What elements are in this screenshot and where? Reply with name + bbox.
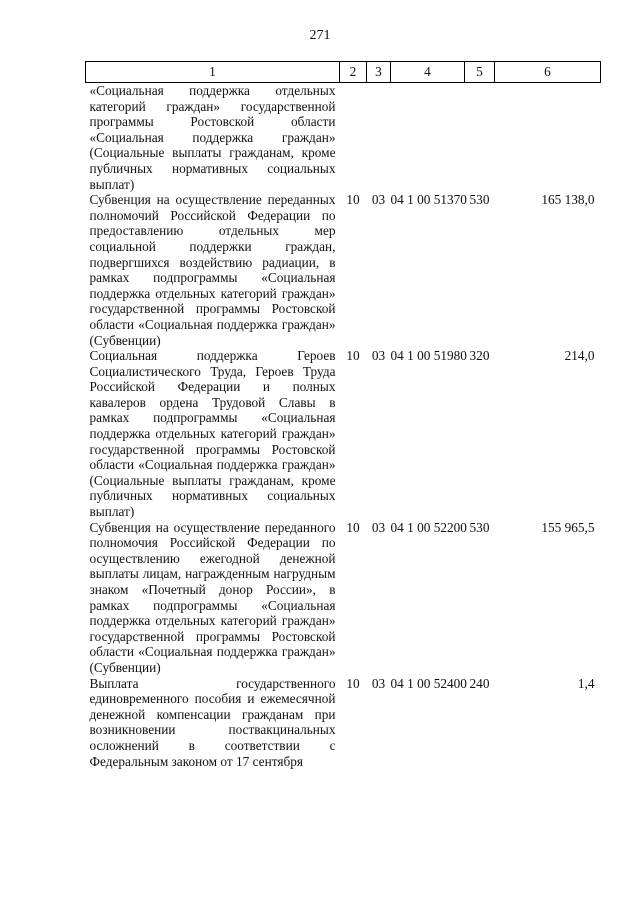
row-expense-type: 320	[469, 348, 490, 364]
table-row	[86, 192, 601, 348]
table-row	[86, 83, 601, 193]
row-expense-type: 530	[469, 519, 490, 535]
table-row	[86, 520, 601, 676]
table-header-row	[86, 62, 601, 83]
page-number: 271	[309, 28, 331, 43]
row-subsection	[367, 83, 391, 193]
table-row	[86, 676, 601, 770]
header-col-4: 4	[391, 62, 465, 83]
header-col-6: 6	[495, 62, 601, 83]
row-section: 10	[346, 348, 360, 364]
row-subsection: 03	[371, 519, 386, 535]
row-expense-type: 240	[469, 675, 490, 691]
header-col-1: 1	[86, 62, 340, 83]
row-description: Субвенция на осуществление переданных полномочий Российской Федерации по предоставлению отдельных мер социальной поддержки граждан, подвергшихся воздействию радиации, в рамках подпрограммы «Социальная поддержка отдельных категорий граждан» государственной программы Ростовской области «Социальная поддержка граждан» (Субвенции)	[89, 192, 336, 348]
row-target-article: 04 1 00 51980	[390, 348, 467, 364]
header-col-3: 3	[367, 62, 391, 83]
row-amount: 1,4	[577, 675, 595, 691]
row-section: 10	[346, 192, 360, 208]
budget-table	[85, 61, 601, 769]
row-description: Социальная поддержка Героев Социалистического Труда, Героев Труда Российской Федерации и полных кавалеров ордена Трудовой Славы в рамках подпрограммы «Социальная поддержка отдельных категорий граждан» государственной программы Ростовской области «Социальная поддержка граждан» (Социальные выплаты гражданам, кроме публичных нормативных социальных выплат)	[89, 348, 336, 520]
row-amount: 155 965,5	[541, 519, 595, 535]
row-section: 10	[346, 675, 360, 691]
header-col-5: 5	[465, 62, 495, 83]
row-target-article	[391, 83, 465, 193]
row-subsection: 03	[371, 348, 386, 364]
row-amount: 214,0	[564, 348, 595, 364]
row-subsection: 03	[371, 675, 386, 691]
row-target-article: 04 1 00 52400	[390, 675, 467, 691]
row-target-article: 04 1 00 51370	[390, 192, 467, 208]
row-section	[340, 83, 367, 193]
row-target-article: 04 1 00 52200	[390, 519, 467, 535]
row-subsection: 03	[371, 192, 386, 208]
row-section: 10	[346, 519, 360, 535]
row-amount	[495, 83, 601, 193]
row-amount: 165 138,0	[541, 192, 595, 208]
row-expense-type: 530	[469, 192, 490, 208]
row-description: «Социальная поддержка отдельных категорий граждан» государственной программы Ростовской области «Социальная поддержка граждан» (Социальные выплаты гражданам, кроме публичных нормативных социальных выплат)	[89, 83, 336, 192]
row-description: Выплата государственного единовременного пособия и ежемесячной денежной компенсации гражданам при возникновении поствакцинальных осложнений в соответствии с Федеральным законом от 17 сентября	[89, 675, 336, 769]
table-row	[86, 348, 601, 520]
row-description: Субвенция на осуществление переданного полномочия Российской Федерации по осуществлению ежегодной денежной выплаты лицам, награжденным нагрудным знаком «Почетный донор России», в рамках подпрограммы «Социальная поддержка отдельных категорий граждан» государственной программы Ростовской области «Социальная поддержка граждан» (Субвенции)	[89, 519, 336, 675]
header-col-2: 2	[340, 62, 367, 83]
row-expense-type	[465, 83, 495, 193]
